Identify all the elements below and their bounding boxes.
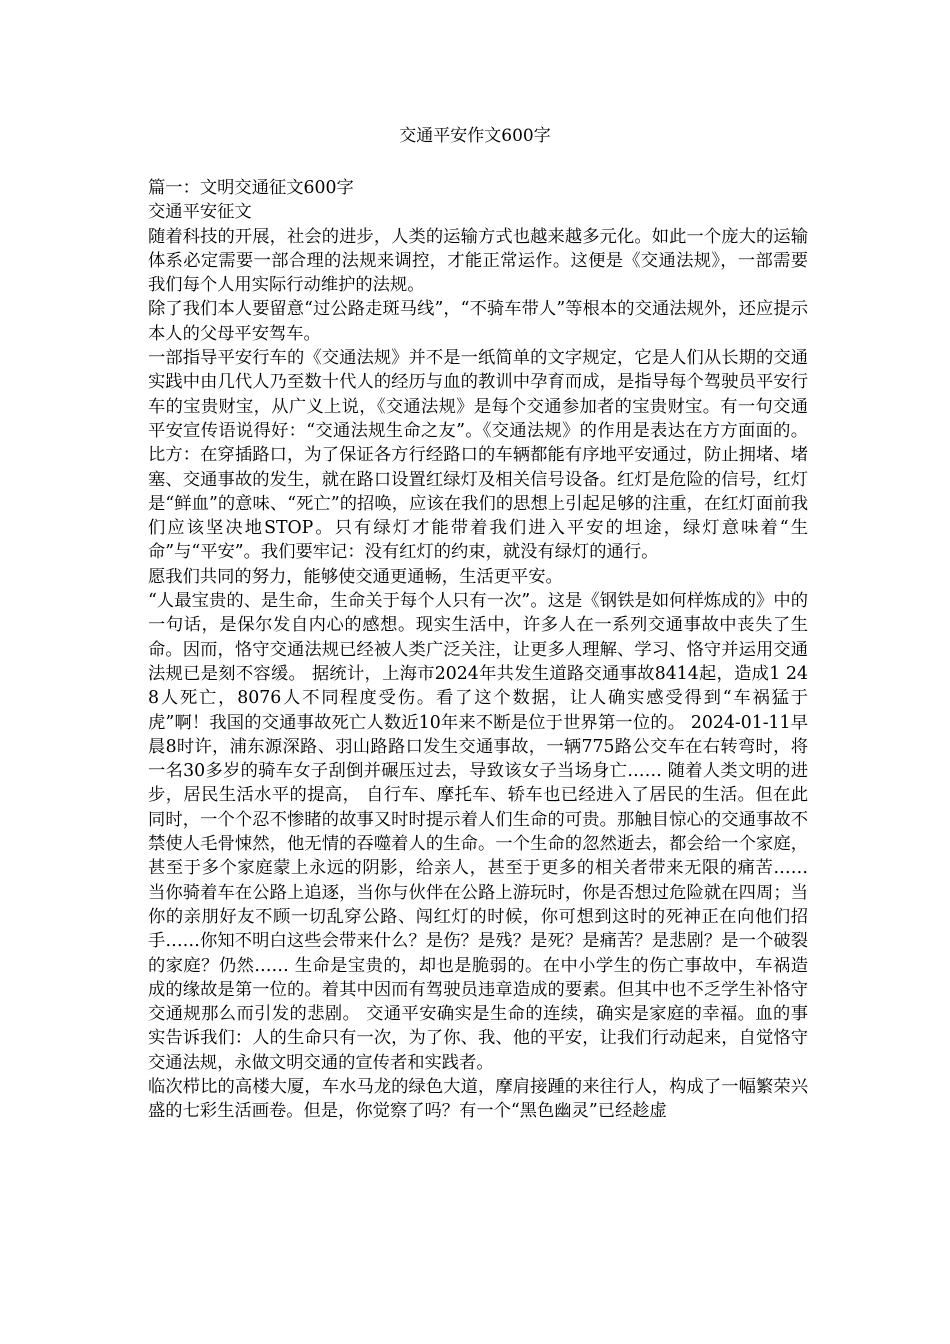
document-body (148, 176, 808, 1124)
body-paragraph: “人最宝贵的、是生命，生命关于每个人只有一次”。这是《钢铁是如何样炼成的》中的一句话，是保尔发自内心的感想。现实生活中，许多人在一系列交通事故中丧失了生命。因而，恪守交通法规已经被人类广泛关注，让更多人理解、学习、恪守并运用交通法规已是刻不容缓。 据统计，上海市2024年共发生道路交通事故8414起，造成1 248人死亡，8076人不同程度受伤。看了这个数据，让人确实感受得到“车祸猛于虎”啊！我国的交通事故死亡人数近10年来不断是位于世界第一位的。 2024-01-11早晨8时许，浦东源深路、羽山路路口发生交通事故，一辆775路公交车在右转弯时，将一名30多岁的骑车女子刮倒并碾压过去，导致该女子当场身亡…… 随着人类文明的进步，居民生活水平的提高， 自行车、摩托车、轿车也已经进入了居民的生活。但在此同时，一个个忍不惨睹的故事又时时提示着人们生命的可贵。那触目惊心的交通事故不禁使人毛骨悚然，他无情的吞噬着人的生命。一个生命的忽然逝去，都会给一个家庭，甚至于多个家庭蒙上永远的阴影，给亲人，甚至于更多的相关者带来无限的痛苦…… 当你骑着车在公路上追逐，当你与伙伴在公路上游玩时，你是否想过危险就在四周；当你的亲朋好友不顾一切乱穿公路、闯红灯的时候，你可想到这时的死神正在向他们招手……你知不明白这些会带来什么？是伤？是残？是死？是痛苦？是悲剧？是一个破裂的家庭？仍然…… 生命是宝贵的，却也是脆弱的。在中小学生的伤亡事故中，车祸造成的缘故是第一位的。着其中因而有驾驶员违章造成的要素。但其中也不乏学生补恪守交通规那么而引发的悲剧。 交通平安确实是生命的连续，确实是家庭的幸福。血的事实告诉我们：人的生命只有一次，为了你、我、他的平安，让我们行动起来，自觉恪守交通法规，永做文明交通的宣传者和实践者。 (148, 591, 808, 1073)
section-subheading: 交通平安征文 (148, 202, 252, 223)
section-heading: 篇一：文明交通征文600字 (148, 178, 354, 198)
body-paragraph: 随着科技的开展，社会的进步，人类的运输方式也越来越多元化。如此一个庞大的运输体系必定需要一部合理的法规来调控，才能正常运作。这便是《交通法规》，一部需要我们每个人用实际行动维护的法规。 (148, 226, 808, 296)
body-paragraph: 愿我们共同的努力，能够使交通更通畅，生活更平安。 (148, 566, 563, 587)
body-paragraph: 除了我们本人要留意“过公路走斑马线”，“不骑车带人”等根本的交通法规外，还应提示本人的父母平安驾车。 (148, 299, 808, 344)
body-paragraph: 临次栉比的高楼大厦，车水马龙的绿色大道，摩肩接踵的来往行人，构成了一幅繁荣兴盛的七彩生活画卷。但是，你觉察了吗？有一个“黑色幽灵”已经趁虚 (148, 1076, 808, 1122)
body-paragraph: 一部指导平安行车的《交通法规》并不是一纸简单的文字规定，它是人们从长期的交通实践中由几代人乃至数十代人的经历与血的教训中孕育而成，是指导每个驾驶员平安行车的宝贵财宝，从广义上说，《交通法规》是每个交通参加者的宝贵财宝。有一句交通平安宣传语说得好：“交通法规生命之友”。《交通法规》的作用是表达在方方面面的。比方：在穿插路口，为了保证各方行经路口的车辆都能有序地平安通过，防止拥堵、堵塞、交通事故的发生，就在路口设置红绿灯及相关信号设备。红灯是危险的信号，红灯是“鲜血”的意味、“死亡”的招唤，应该在我们的思想上引起足够的注重，在红灯面前我们应该坚决地STOP。只有绿灯才能带着我们进入平安的坦途，绿灯意味着“生命”与“平安”。我们要牢记：没有红灯的约束，就没有绿灯的通行。 (148, 348, 808, 563)
document-title: 交通平安作文600字 (399, 126, 551, 146)
